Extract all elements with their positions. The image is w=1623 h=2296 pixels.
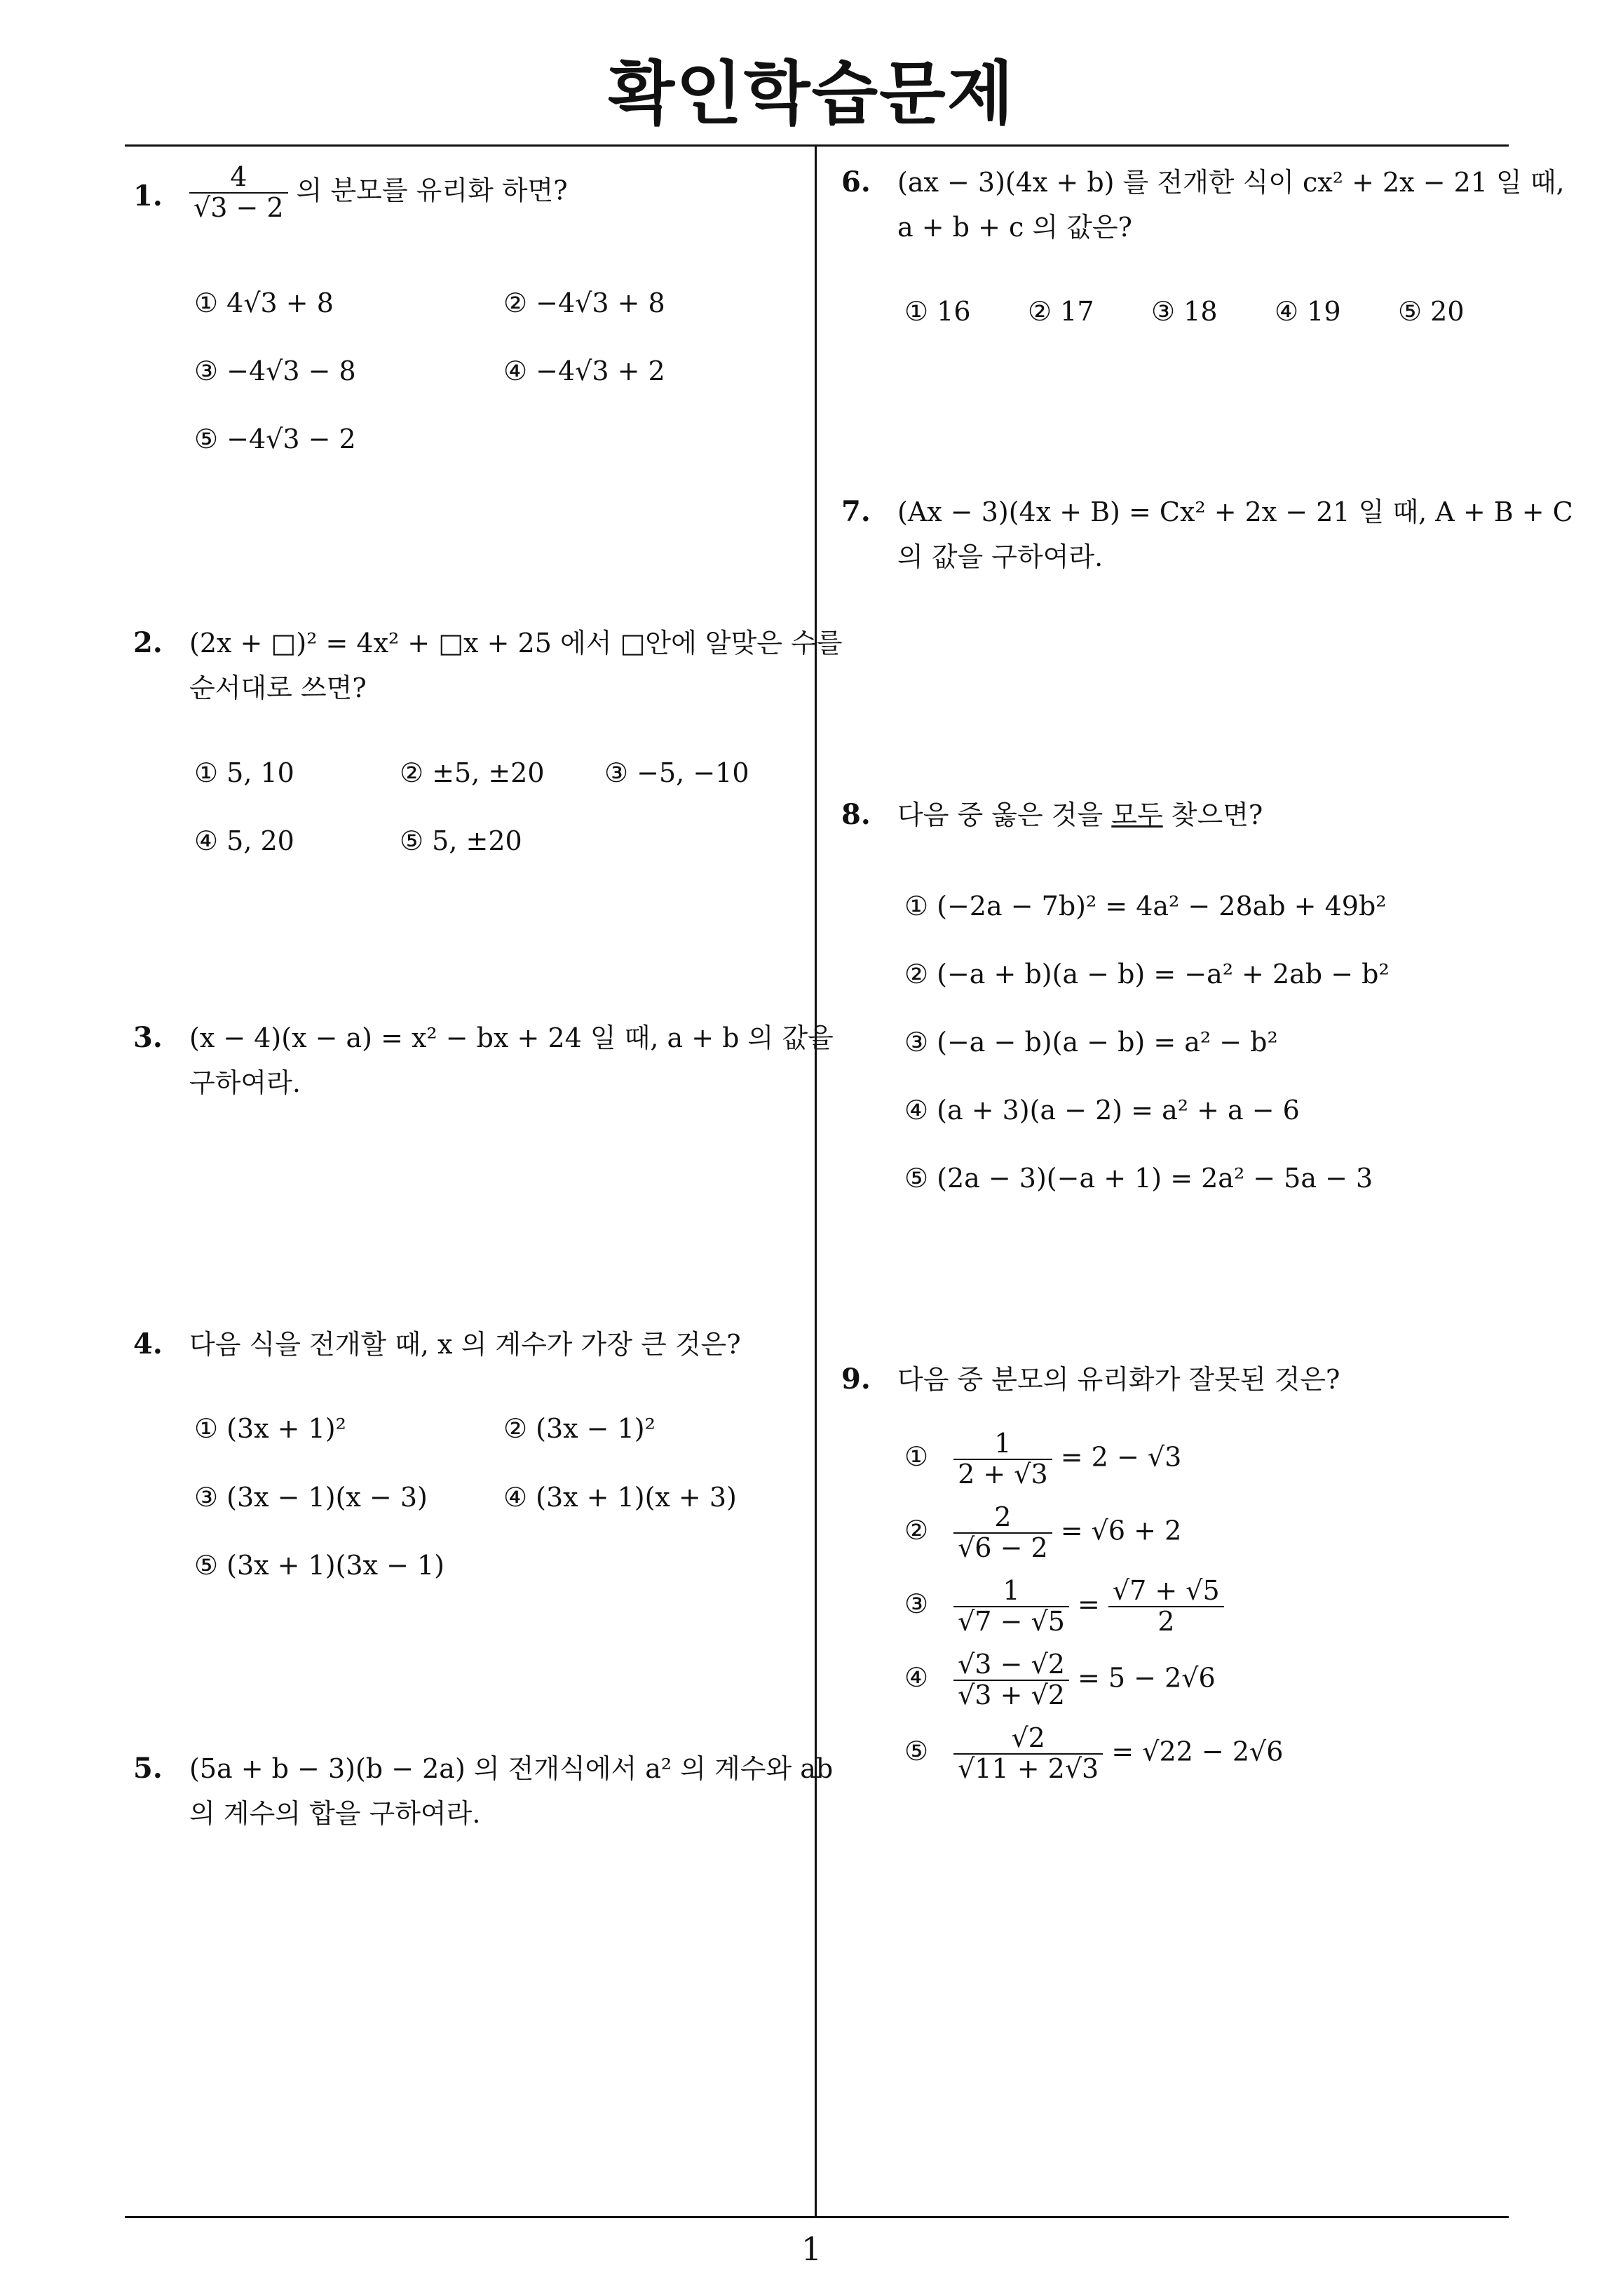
question-stem: [897, 792, 1263, 837]
stem-text-end: 찾으면?: [1162, 799, 1263, 830]
numerator: 1: [953, 1429, 1052, 1460]
rhs-equals: =: [1077, 1588, 1100, 1620]
choice-3[interactable]: ③ 18: [1151, 296, 1218, 327]
page-number: 1: [801, 2230, 822, 2268]
denominator: √11 + 2√3: [958, 1753, 1099, 1784]
top-rule: [125, 144, 1509, 147]
question-stem: [189, 163, 568, 223]
page-title: 확인학습문제: [608, 54, 1015, 134]
question-number: 2.: [133, 626, 163, 659]
question-number: 7.: [841, 495, 871, 528]
choice-4[interactable]: ④ −4√3 + 2: [503, 356, 665, 386]
fraction: [189, 163, 288, 223]
choice-mark: ④: [904, 1662, 929, 1694]
question-number: 9.: [841, 1363, 871, 1396]
numerator: 1: [953, 1576, 1069, 1607]
fraction: [953, 1650, 1069, 1710]
stem-text: 의 분모를 유리화 하면?: [287, 175, 568, 206]
rhs: = 5 − 2√6: [1077, 1662, 1216, 1694]
choice-5[interactable]: ⑤ (3x + 1)(3x − 1): [194, 1550, 445, 1581]
rhs: = √22 − 2√6: [1111, 1736, 1284, 1767]
denominator: 2: [1157, 1605, 1175, 1637]
choice-4[interactable]: ④ (3x + 1)(x + 3): [503, 1482, 737, 1513]
numerator: 4: [189, 163, 288, 194]
question-number: 6.: [841, 166, 871, 198]
choice-1[interactable]: ① (−2a − 7b)² = 4a² − 28ab + 49b²: [904, 891, 1387, 921]
choice-2[interactable]: [904, 1503, 1181, 1563]
question-number: 1.: [133, 180, 163, 212]
choice-2[interactable]: ② (3x − 1)²: [503, 1413, 656, 1444]
denominator: 2 + √3: [958, 1458, 1048, 1490]
denominator: √7 − √5: [958, 1605, 1065, 1637]
choice-1[interactable]: ① 16: [904, 296, 971, 327]
choice-2[interactable]: ② −4√3 + 8: [503, 288, 665, 318]
choice-1[interactable]: ① (3x + 1)²: [194, 1413, 346, 1444]
column-divider: [815, 144, 817, 2218]
question-stem-cont: 의 계수의 합을 구하여라.: [189, 1798, 481, 1829]
question-stem: (5a + b − 3)(b − 2a) 의 전개식에서 a² 의 계수와 ab: [189, 1753, 834, 1784]
choice-4[interactable]: ④ (a + 3)(a − 2) = a² + a − 6: [904, 1095, 1300, 1126]
question-stem-cont: 구하여라.: [189, 1067, 301, 1098]
question-number: 4.: [133, 1328, 163, 1360]
choice-5[interactable]: [904, 1724, 1283, 1784]
choice-4[interactable]: ④ 19: [1275, 296, 1341, 327]
question-stem-cont: a + b + c 의 값은?: [897, 212, 1132, 243]
fraction: [953, 1576, 1069, 1637]
question-stem: (x − 4)(x − a) = x² − bx + 24 일 때, a + b 의 값을: [189, 1022, 834, 1053]
choice-5[interactable]: ⑤ (2a − 3)(−a + 1) = 2a² − 5a − 3: [904, 1163, 1373, 1194]
choice-3[interactable]: ③ (3x − 1)(x − 3): [194, 1482, 428, 1513]
stem-text: 다음 중 옳은 것을: [897, 799, 1112, 830]
fraction: [953, 1429, 1052, 1490]
denominator: √6 − 2: [958, 1532, 1048, 1563]
choice-2[interactable]: ② 17: [1028, 296, 1094, 327]
fraction: [953, 1724, 1103, 1784]
question-number: 5.: [133, 1752, 163, 1785]
question-number: 8.: [841, 798, 871, 831]
numerator: 2: [953, 1503, 1052, 1534]
choice-5[interactable]: ⑤ 20: [1398, 296, 1465, 327]
rhs-fraction: [1108, 1576, 1224, 1637]
question-stem: 다음 중 분모의 유리화가 잘못된 것은?: [897, 1364, 1340, 1395]
numerator: √2: [953, 1724, 1103, 1755]
choice-mark: ⑤: [904, 1736, 929, 1767]
numerator: √3 − √2: [953, 1650, 1069, 1681]
choice-2[interactable]: ② ±5, ±20: [400, 757, 545, 788]
rhs: = 2 − √3: [1060, 1441, 1182, 1473]
question-stem-cont: 의 값을 구하여라.: [897, 541, 1103, 572]
question-stem-cont: 순서대로 쓰면?: [189, 673, 367, 703]
question-number: 3.: [133, 1021, 163, 1054]
bottom-rule: [125, 2216, 1509, 2218]
denominator: √3 − 2: [193, 191, 284, 223]
stem-emphasis: 모두: [1111, 799, 1163, 830]
numerator: √7 + √5: [1108, 1576, 1224, 1607]
choice-4[interactable]: ④ 5, 20: [194, 825, 294, 856]
denominator: √3 + √2: [958, 1679, 1065, 1710]
choice-2[interactable]: ② (−a + b)(a − b) = −a² + 2ab − b²: [904, 959, 1390, 990]
choice-5[interactable]: ⑤ 5, ±20: [400, 825, 522, 856]
choice-4[interactable]: [904, 1650, 1216, 1710]
choice-mark: ①: [904, 1441, 929, 1473]
choice-3[interactable]: [904, 1576, 1224, 1637]
choice-1[interactable]: ① 5, 10: [194, 757, 294, 788]
choice-mark: ③: [904, 1588, 929, 1620]
rhs: = √6 + 2: [1060, 1515, 1182, 1546]
choice-5[interactable]: ⑤ −4√3 − 2: [194, 424, 356, 454]
choice-3[interactable]: ③ −4√3 − 8: [194, 356, 356, 386]
question-stem: (ax − 3)(4x + b) 를 전개한 식이 cx² + 2x − 21 일 때,: [897, 167, 1565, 198]
fraction: [953, 1503, 1052, 1563]
question-stem: 다음 식을 전개할 때, x 의 계수가 가장 큰 것은?: [189, 1329, 741, 1360]
choice-3[interactable]: ③ −5, −10: [604, 757, 749, 788]
choice-1[interactable]: [904, 1429, 1181, 1490]
choice-1[interactable]: ① 4√3 + 8: [194, 288, 334, 318]
question-stem: (Ax − 3)(4x + B) = Cx² + 2x − 21 일 때, A + B + C: [897, 497, 1573, 527]
choice-mark: ②: [904, 1515, 929, 1546]
choice-3[interactable]: ③ (−a − b)(a − b) = a² − b²: [904, 1027, 1278, 1058]
question-stem: (2x + □)² = 4x² + □x + 25 에서 □안에 알맞은 수를: [189, 628, 843, 659]
